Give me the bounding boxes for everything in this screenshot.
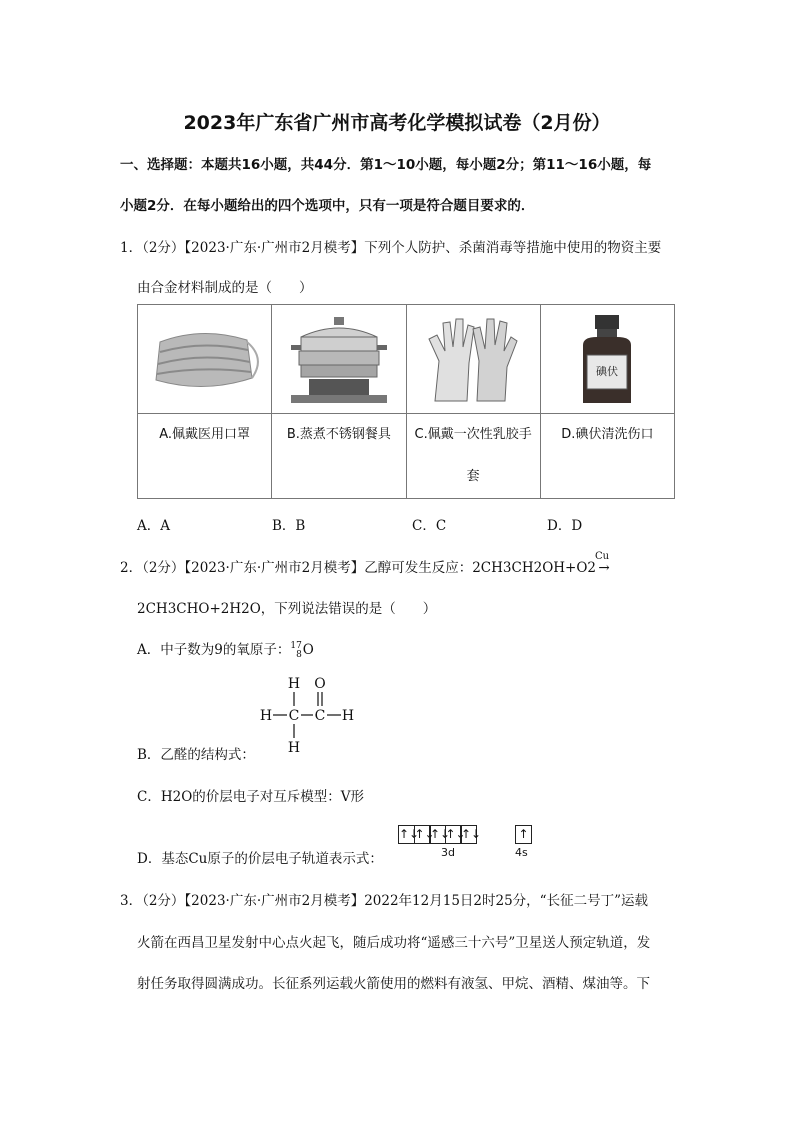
struct-h-bottom: H bbox=[287, 740, 301, 756]
q2-option-b[interactable]: B．乙醛的结构式： bbox=[137, 747, 255, 763]
q1-caption-b: B.蒸煮不锈钢餐具 bbox=[272, 414, 406, 499]
q1-caption-a: A.佩戴医用口罩 bbox=[138, 414, 272, 499]
orbital-label-3d: 3d bbox=[441, 846, 455, 859]
q1-image-a bbox=[138, 305, 272, 414]
struct-c1: C bbox=[288, 708, 300, 724]
struct-c2: C bbox=[314, 708, 326, 724]
gloves-icon bbox=[413, 311, 533, 407]
struct-o: O bbox=[314, 676, 326, 692]
q1-answer-a[interactable]: A．A bbox=[137, 518, 170, 534]
q2-reaction-arrow bbox=[595, 551, 612, 576]
q2-option-d[interactable]: D．基态Cu原子的价层电子轨道表示式： bbox=[137, 851, 383, 867]
steamer-pot-icon bbox=[279, 311, 399, 407]
section-header-line2: 小题2分．在每小题给出的四个选项中，只有一项是符合题目要求的． bbox=[120, 198, 535, 214]
section-header-line1: 一、选择题：本题共16小题，共44分．第1～10小题，每小题2分；第11～16小题，每 bbox=[120, 157, 652, 173]
q1-image-c bbox=[406, 305, 540, 414]
page-title: 2023年广东省广州市高考化学模拟试卷（2月份） bbox=[183, 112, 611, 134]
q2-isotope-symbol: O bbox=[302, 642, 314, 658]
struct-h-top: H bbox=[287, 676, 301, 692]
orbital-4s: ↑ bbox=[515, 825, 532, 844]
q1-options-table bbox=[137, 304, 675, 499]
bottle-label-text: 碘伏 bbox=[596, 365, 619, 378]
orbital-3d-3: ↑↓ bbox=[429, 825, 446, 844]
mask-icon bbox=[142, 314, 267, 404]
q2-stem-line1 bbox=[120, 551, 612, 576]
q1-caption-c-line2: 套 bbox=[466, 469, 480, 484]
q1-stem-line1: 1．（2分）【2023·广东·广州市2月模考】下列个人防护、杀菌消毒等措施中使用的物资主要 bbox=[120, 240, 662, 256]
q1-answer-d[interactable]: D．D bbox=[547, 518, 583, 534]
q1-answer-b[interactable]: B．B bbox=[272, 518, 306, 534]
orbital-3d-4: ↑↓ bbox=[445, 825, 462, 844]
q2-option-c[interactable]: C．H2O的价层电子对互斥模型：V形 bbox=[137, 789, 365, 805]
orbital-label-4s: 4s bbox=[515, 846, 528, 859]
orbital-3d-5: ↑↓ bbox=[460, 825, 477, 844]
q1-image-d bbox=[540, 305, 674, 414]
q2-arrow-glyph: → bbox=[598, 560, 610, 576]
q2-isotope-numbers bbox=[290, 642, 301, 660]
struct-h-left: H bbox=[259, 708, 273, 724]
iodophor-bottle-icon bbox=[567, 311, 647, 407]
q2-stem-line2: 2CH3CHO+2H2O，下列说法错误的是（ ） bbox=[137, 601, 437, 617]
q2-atomic-number: 8 bbox=[296, 649, 302, 660]
q1-stem-line2: 由合金材料制成的是（ ） bbox=[137, 280, 313, 296]
q2-catalyst: Cu bbox=[595, 551, 610, 562]
q2-equation: 2CH3CH2OH+O2 bbox=[472, 560, 596, 576]
q2-stem-prefix: 2．（2分）【2023·广东·广州市2月模考】乙醇可发生反应： bbox=[120, 560, 473, 576]
orbital-3d-2: ↑↓ bbox=[414, 825, 431, 844]
cu-orbital-diagram-4s bbox=[515, 823, 531, 844]
q1-caption-c bbox=[406, 414, 540, 499]
orbital-3d-1: ↑↓ bbox=[398, 825, 415, 844]
q1-caption-d: D.碘伏清洗伤口 bbox=[540, 414, 674, 499]
q3-stem-line3: 射任务取得圆满成功。长征系列运载火箭使用的燃料有液氢、甲烷、酒精、煤油等。下 bbox=[137, 976, 650, 992]
q2-option-a-text: A．中子数为9的氧原子： bbox=[137, 642, 291, 658]
q1-answer-c[interactable]: C．C bbox=[412, 518, 447, 534]
q2-option-a[interactable] bbox=[137, 638, 314, 660]
q1-image-b bbox=[272, 305, 406, 414]
q3-stem-line1: 3．（2分）【2023·广东·广州市2月模考】2022年12月15日2时25分，“长征二号丁”运载 bbox=[120, 893, 648, 909]
cu-orbital-diagram-3d bbox=[398, 823, 482, 844]
q2-mass-number: 17 bbox=[290, 640, 302, 651]
q3-stem-line2: 火箭在西昌卫星发射中心点火起飞，随后成功将“遥感三十六号”卫星送人预定轨道，发 bbox=[137, 935, 651, 951]
q1-caption-c-line1: C.佩戴一次性乳胶手 bbox=[414, 427, 532, 442]
struct-h-right: H bbox=[341, 708, 355, 724]
acetaldehyde-structure-diagram bbox=[250, 672, 370, 758]
